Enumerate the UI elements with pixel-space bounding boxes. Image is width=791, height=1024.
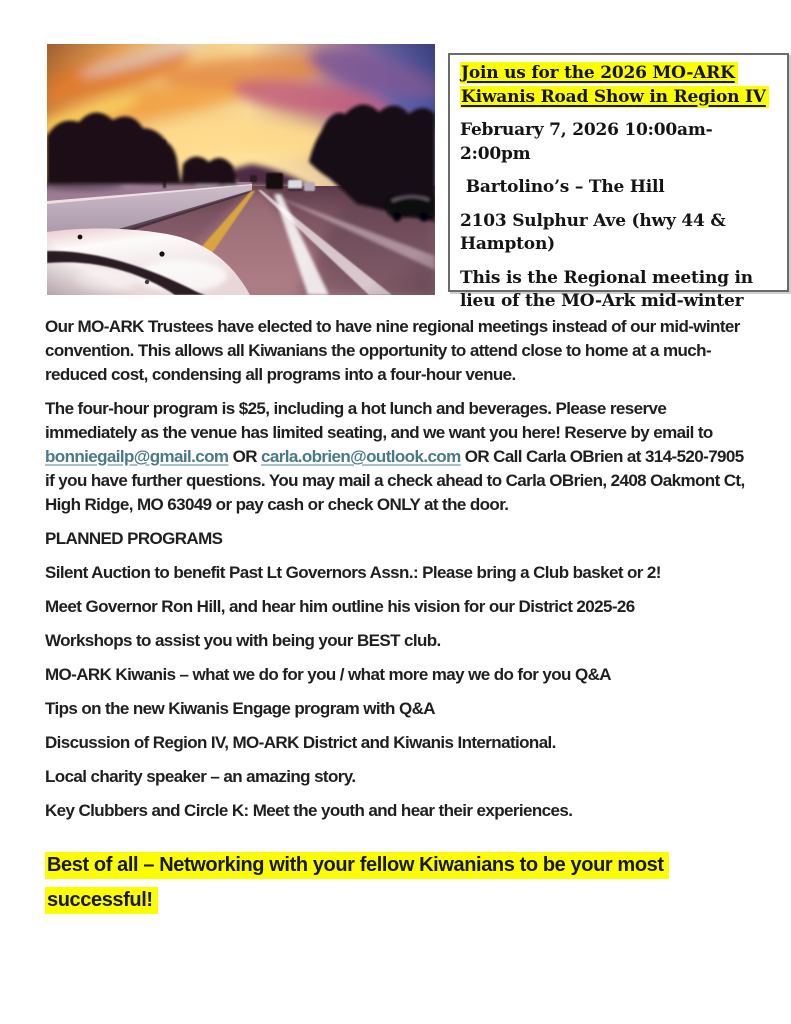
reservation-text-post: OR Call Carla OBrien at 314-520-7905 if you have further questions. You may mail a check ahead to Carla OBrien, 2408 Oakmont Ct, High Ridge, MO 63049 or pay cash or check ONLY at the door. (45, 447, 745, 514)
event-title (460, 62, 777, 109)
program-item-silent-auction: Silent Auction to benefit Past Lt Governors Assn.: Please bring a Club basket or 2! (45, 563, 661, 582)
program-item-workshops: Workshops to assist you with being your BEST club. (45, 631, 441, 650)
program-item-engage: Tips on the new Kiwanis Engage program with Q&A (45, 699, 435, 718)
closing-paragraph (45, 848, 751, 918)
program-item-charity: Local charity speaker – an amazing story. (45, 767, 356, 786)
reservation-text-or: OR (228, 447, 261, 466)
program-item-discussion: Discussion of Region IV, MO-ARK District and Kiwanis International. (45, 733, 556, 752)
event-note: This is the Regional meeting in lieu of the MO-Ark mid-winter (460, 267, 753, 311)
closing-highlight: Best of all – Networking with your fellow Kiwanians to be your most successful! (45, 852, 669, 914)
program-item-moark-qa: MO-ARK Kiwanis – what we do for you / what more may we do for you Q&A (45, 665, 611, 684)
event-title-highlight: Join us for the 2026 MO-ARK Kiwanis Road Show in Region IV (460, 62, 769, 108)
program-item-governor: Meet Governor Ron Hill, and hear him outline his vision for our District 2025-26 (45, 597, 635, 616)
reservation-text-pre: The four-hour program is $25, including a hot lunch and beverages. Please reserve immediately as the venue has limited seating, and we want you here! Reserve by email to (45, 399, 713, 442)
reservation-paragraph (45, 397, 751, 517)
email-link-bonniegailp[interactable]: bonniegailp@gmail.com (45, 447, 229, 466)
event-venue: Bartolino’s – The Hill (460, 177, 665, 197)
flyer-body (45, 315, 751, 928)
event-datetime: February 7, 2026 10:00am-2:00pm (460, 120, 713, 164)
email-link-carla-obrien[interactable]: carla.obrien@outlook.com (261, 447, 461, 466)
intro-paragraph: Our MO-ARK Trustees have elected to have nine regional meetings instead of our mid-winter convention. This allows all Kiwanians the opportunity to attend close to home at a much-reduced cost, condensing all programs into a four-hour venue. (45, 317, 740, 384)
highway-sunset-photo (47, 44, 435, 295)
planned-programs-heading: PLANNED PROGRAMS (45, 529, 223, 548)
program-item-key-clubbers: Key Clubbers and Circle K: Meet the youth and hear their experiences. (45, 801, 573, 820)
event-address: 2103 Sulphur Ave (hwy 44 & Hampton) (460, 210, 726, 254)
event-details-box (448, 53, 789, 311)
